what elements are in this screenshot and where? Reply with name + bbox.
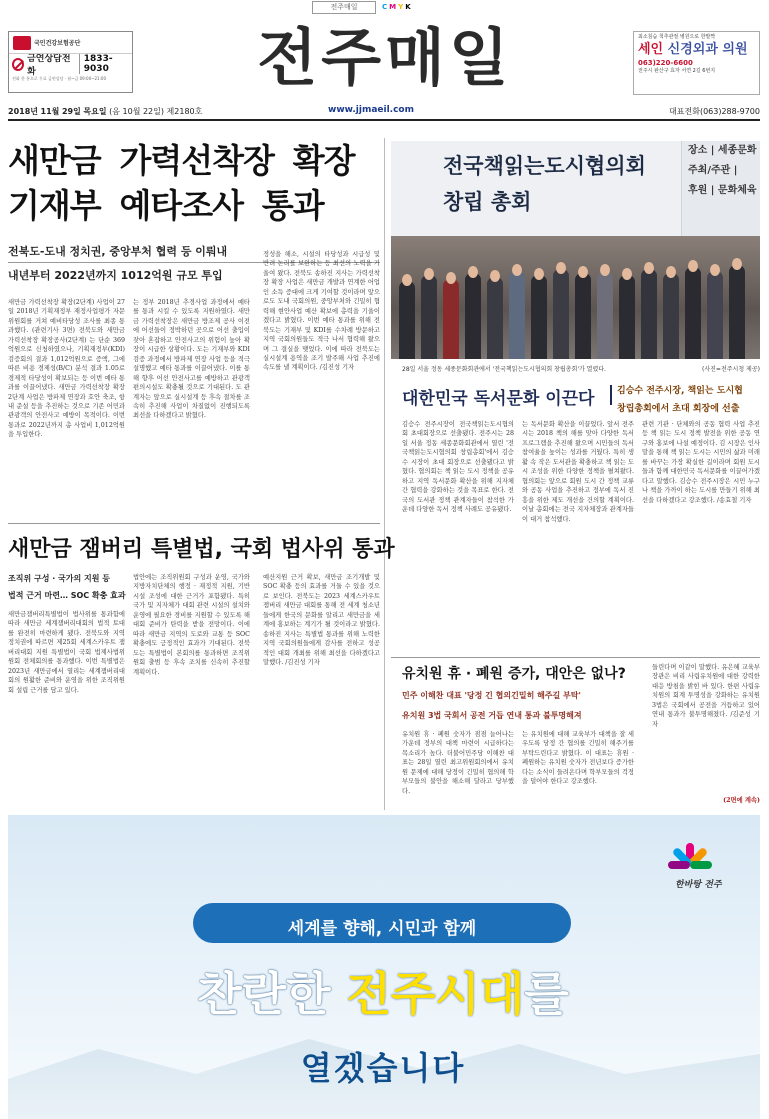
banner-side-2: 주최/주관 | <box>688 165 738 176</box>
insurance-logo-icon <box>13 36 31 50</box>
ad-left-phone: 1833-9030 <box>79 54 132 74</box>
column-divider <box>384 138 385 810</box>
ad-left-header <box>9 32 132 54</box>
story4-subhead-1: 민주 이해찬 대표 '당정 긴 협의긴밀히 해주길 부탁' <box>402 691 581 700</box>
story3-subhead-2: 법적 근거 마련… SOC 확충 효과 <box>8 591 126 600</box>
story4-headline[interactable]: 유치원 휴 · 폐원 증가, 대안은 없나? <box>402 666 626 682</box>
story4-body-col-1: 유치원 휴 · 폐원 숫자가 점점 늘어나는 가운데 정부의 대책 마련이 시급하다는 목소리가 높다. 더불어민주당 이해찬 대표는 28일 열린 최고위원회의에서 유치원 문제에 대해 당정이 긴밀히 협의해 학부모들의 불안을 해소해 달라고 당부했다. <box>402 731 514 795</box>
person-figure <box>399 281 415 359</box>
ad-tagline: 세계를 향해, 시민과 함께 <box>287 919 477 939</box>
ad-left-service: 금연상담전화 <box>27 54 71 77</box>
date-month: 11월 <box>40 107 60 116</box>
person-head <box>732 258 742 270</box>
story3-body-col-2: 법안에는 조직위원회 구성과 운영, 국가와 지방자치단체의 행정 · 재정적 지원, 기반시설 조성에 대한 근거가 포함됐다. 특히 국가 및 지자체가 대회 관련 시설의 설치와 운영에 필요한 경비를 지원할 수 있도록 해 대회 준비가 탄력을 받을 전망이다. 이에 따라 새만금 지역의 도로와 교통 등 SOC 확충에도 긍정적인 효과가 기대된다. 전북도는 특별법이 본회의를 통과하면 조직위원회 출범 등 후속 조치를 신속히 추진할 계획이다. <box>133 574 250 676</box>
ad-right-name-b: 신경외과 의원 <box>667 42 748 57</box>
story3-body-col-3: 예산지원 근거 확보, 새만금 조기개발 및 SOC 확충 등의 효과를 거둘 수 있을 것으로 보인다. 전북도는 2023 세계스카우트잼버리 새만금 대회를 통해 전 세계 청소년들에게 한국의 문화를 알리고 새만금을 세계에 홍보하는 계기가 될 것이라고 밝혔다. 송하진 지사는 특별법 통과를 위해 노력한 지역 국회의원들에게 감사를 전하고 성공적인 대회 개최를 위해 최선을 다하겠다고 말했다. /김진성 기자 <box>263 574 380 667</box>
lead-body-col-3: 정성을 해소, 시설의 타당성과 시급성 및 반려 논리를 보완하는 등 최선의 노력을 기울여 왔다. 전북도 송하진 지사는 가력선착장 확장 사업은 새만금 개발과 연계한 어업인 소득 증대에 크게 기여할 것이라며 앞으로도 도내 국회의원, 중앙부처와 긴밀히 협력해 현안사업 예산 확보에 총력을 기울이겠다고 밝혔다. 이번 예타 통과를 위해 전북도는 기재부 및 KDI를 수차례 방문하고 지역 국회의원들도 적극 나서 협력해 왔으며 그 결실을 맺었다. 이에 따라 전북도는 실시설계 용역을 조기 발주해 사업 추진에 속도를 낼 계획이다. /김진성 기자 <box>263 251 380 372</box>
story4-subhead-2: 유치원 3법 국회서 공전 거듭 연내 통과 불투명해져 <box>402 711 582 720</box>
banner-side <box>681 141 760 236</box>
ad-right-top: 최소침습 척추관절 병원으로 한발짝 <box>638 34 716 40</box>
lead-subhead-1: 전북도-도내 정치권, 중앙부처 협력 등 이뤄내 <box>8 245 228 258</box>
story2-subhead-1: 김승수 전주시장, 책읽는 도시협 <box>617 386 743 396</box>
contact-phone: 대표전화(063)288-9700 <box>669 107 760 116</box>
person-figure <box>553 269 569 359</box>
person-head <box>622 268 632 280</box>
story4-body-col-2: 는 유치원에 대해 교육부가 대책을 잘 세우도록 당정 간 협의를 긴밀히 해주기를 부탁드린다고 밝혔다. 이 대표는 휴원 · 폐원하는 유치원 숫자가 전년보다 증가한다는 소식이 들려온다며 학부모들의 걱정을 덜어야 한다고 강조했다. <box>522 731 634 786</box>
dateline <box>8 104 760 117</box>
site-url-link[interactable]: www.jjmaeil.com <box>328 105 414 115</box>
banner-line-2: 창립 총회 <box>443 190 532 214</box>
lead-headline-line2: 기재부 예타조사 통과 <box>8 186 324 225</box>
ad-right-name <box>638 41 755 58</box>
person-figure <box>509 271 525 359</box>
person-figure <box>597 271 613 359</box>
person-figure <box>729 265 745 359</box>
ad-slogan-c: 를 <box>524 967 569 1021</box>
person-head <box>710 264 720 276</box>
person-figure <box>531 275 547 359</box>
person-head <box>512 264 522 276</box>
person-figure <box>641 269 657 359</box>
person-head <box>446 272 456 284</box>
person-head <box>402 274 412 286</box>
story3-subhead-1: 조직위 구성 · 국가의 지원 등 <box>8 574 110 583</box>
banner-line-1: 전국책읽는도시협의회 <box>443 154 646 178</box>
person-figure <box>421 275 437 359</box>
ad-quit-smoking[interactable] <box>8 31 133 93</box>
ad-slogan-b: 전주시대 <box>346 967 525 1021</box>
masthead-rule <box>8 119 760 121</box>
person-head <box>600 264 610 276</box>
ad-closing: 열겠습니다 <box>300 1049 466 1087</box>
photo-crowd <box>391 236 760 359</box>
date-lunar: (음 10월 22일) <box>109 107 164 116</box>
person-figure <box>619 275 635 359</box>
ad-clinic[interactable] <box>633 31 760 95</box>
ad-left-main <box>9 54 132 77</box>
date-day: 29일 <box>61 107 81 116</box>
person-head <box>644 262 654 274</box>
news-photo[interactable] <box>391 141 760 359</box>
story3-rule <box>8 523 380 524</box>
ad-right-phone: 063)220-6600 <box>638 59 693 67</box>
person-head <box>424 268 434 280</box>
photo-banner <box>391 141 760 236</box>
cmyk-mark <box>382 3 413 11</box>
photo-caption <box>402 364 760 373</box>
ad-right-name-a: 세인 <box>638 42 664 57</box>
date-year: 2018년 <box>8 107 38 116</box>
continue-link[interactable]: (2면에 계속) <box>723 797 760 804</box>
date-weekday: 목요일 <box>83 107 107 116</box>
person-head <box>666 266 676 278</box>
story3-body-col-1: 새만금잼버리특별법이 법사위를 통과함에 따라 새만금 세계잼버리대회의 법적 토대를 완전히 마련하게 됐다. 전북도와 지역 정치권에 따르면 제25회 세계스카우트 잼버리대회 지원 특별법이 국회 법제사법위원회 전체회의를 통과했다. 이번 특별법은 2023년 새만금에서 열리는 세계잼버리대회의 원활한 준비와 운영을 위한 조직위원회 설립 근거를 담고 있다. <box>8 611 125 694</box>
banner-side-3: 후원 | 문화체육 <box>688 185 757 196</box>
lead-subhead-2: 내년부터 2022년까지 1012억원 규모 투입 <box>8 269 223 282</box>
story2-subhead-2: 창립총회에서 초대 회장에 선출 <box>617 404 740 414</box>
ad-left-fine: 전화 한 통으로 무료 금연상담 · 월~금 09:00~21:00 <box>12 76 107 81</box>
story4-rule <box>391 657 760 658</box>
ad-corner-slogan: 한바탕 전주 <box>675 880 722 890</box>
person-head <box>578 266 588 278</box>
person-head <box>556 262 566 274</box>
banner-side-1: 장소 | 세종문화 <box>688 145 757 156</box>
issue-number: 제2180호 <box>166 107 203 116</box>
cmyk-y: Y <box>398 3 404 11</box>
person-figure <box>663 273 679 359</box>
story2-body-col-2: 는 독서문화 확산을 이끌었다. 앞서 전주시는 2018 책의 해를 맞아 다양한 독서 프로그램을 추진해 왔으며 시민들의 독서 참여율을 높이는 성과를 거뒀다. 특히 생활 속 작은 도서관을 확충하고 책 읽는 도시 조성을 위한 다양한 정책을 펼쳐왔다. 협의회는 앞으로 회원 도시 간 정책 교류와 공동 사업을 추진하고 정부에 독서 진흥을 위한 제도 개선을 건의할 계획이다. 이날 총회에는 전국 지자체장과 관계자들이 대거 참석했다. <box>522 421 634 523</box>
ad-slogan-a: 찬란한 <box>197 967 331 1021</box>
person-figure <box>443 279 459 359</box>
caption-text: 28일 서울 정동 세종문화회관에서 '전국책읽는도시협의회 창립총회'가 열렸다. <box>402 366 606 373</box>
ad-right-addr: 전주시 완산구 효자 서연 2길 6번지 <box>638 68 716 74</box>
issue-date <box>8 106 202 117</box>
print-stamp: 전주매일 <box>312 1 376 14</box>
person-figure <box>465 273 481 359</box>
person-head <box>468 266 478 278</box>
person-head <box>490 270 500 282</box>
cmyk-k: K <box>405 3 411 11</box>
person-head <box>688 260 698 272</box>
masthead-logo: 전주매일 <box>257 21 513 94</box>
cmyk-c: C <box>382 3 388 11</box>
ad-jeonju-era[interactable] <box>8 815 760 1119</box>
person-head <box>534 268 544 280</box>
story2-headline[interactable]: 대한민국 독서문화 이끈다 <box>402 389 595 409</box>
person-figure <box>487 277 503 359</box>
story3-headline[interactable]: 새만금 잼버리 특별법, 국회 법사위 통과 <box>8 537 395 562</box>
lead-headline[interactable] <box>8 138 380 228</box>
ad-main-slogan <box>158 963 608 1025</box>
cmyk-m: M <box>389 3 397 11</box>
person-figure <box>575 273 591 359</box>
lead-headline-line1: 새만금 가력선착장 확장 <box>8 141 355 180</box>
lead-body-col-1: 새만금 가력선착장 확장(2단계) 사업이 27일 2018년 기획재정부 재정사업평가 자문위원회를 거쳐 예비타당성 조사를 최종 통과했다. (관련기사 3면) 전북도와 새만금 가력선착장 확장공사(2단계) 는 단순 369억원으로 신청하였으나, 기획재정부(KDI) 검증회의 결과 1,012억원으로 증액, 그에 따른 비용 경제성(B/C) 분석 결과 1.05로 경제적 타당성이 확보되는 등 이번 예타 통과를 이끌어냈다. 새만금 가력선착장 확장 2단계 사업은 방파제 연장과 호안 축조, 항내 준설 등을 추진하는 것으로 기존 어민과 관광객의 안전사고 예방이 목적이다. 이번 통과로 2022년까지 총 사업비 1,012억원을 투입한다. <box>8 299 125 439</box>
story2-body-col-1: 김승수 전주시장이 전국책읽는도시협의회 초대회장으로 선출됐다. 전주시는 28일 서울 정동 세종문화회관에서 열린 '전국책읽는도시협의회 창립총회'에서 김승수 시장이 초대 회장으로 선출됐다고 밝혔다. 협의회는 책 읽는 도시 정책을 공유하고 지역 독서문화 확산을 위해 지자체 간 협력을 강화하는 것을 목표로 한다. 전국의 도서관 정책 관계자들이 참석한 가운데 다양한 독서 정책 사례도 공유됐다. <box>402 421 514 514</box>
story2-body-col-3: 관련 기관 · 단체와의 공동 협력 사업 추진 등 책 읽는 도시 정책 발전을 위한 공동 연구와 홍보에 나설 예정이다. 김 시장은 인사말을 통해 책 읽는 도시는 시민의 삶과 미래를 바꾸는 가장 확실한 길이라며 회원 도시들과 함께 대한민국 독서문화를 이끌어가겠다고 말했다. 김승수 전주시장은 시민 누구나 책을 가까이 하는 도시를 만들기 위해 최선을 다하겠다고 강조했다. /송효철 기자 <box>642 421 760 504</box>
person-figure <box>685 267 701 359</box>
person-figure <box>707 271 723 359</box>
ad-left-org: 국민건강보험공단 <box>34 40 81 47</box>
lead-body-col-2: 는 정부 2018년 추경사업 과정에서 예타를 통과 시킬 수 있도록 지원하였다. 새만금 가력선착장은 새만금 방조제 공사 이전에 어선들이 정박하던 곳으로 어선 출입이 잦아 혼잡하고 안전사고의 위험이 높아 확장이 시급한 상황이다. 도는 기재부와 KDI 검증 과정에서 방파제 연장 사업 등을 적극 설명했고 예타 통과를 이끌어냈다. 이를 통해 향후 어선 안전사고를 예방하고 관광객 편의시설도 확충될 것으로 기대된다. 도 관계자는 앞으로 실시설계 등 후속 절차를 조속히 추진해 사업이 차질없이 진행되도록 최선을 다하겠다고 밝혔다. <box>133 299 250 420</box>
no-smoking-icon <box>12 58 24 71</box>
story4-body-col-3: 들린다며 이같이 말했다. 유은혜 교육부장관은 비리 사립유치원에 대한 강력한 대응 방침을 밝힌 바 있다. 한편 사립유치원의 회계 투명성을 강화하는 유치원 3법은 국회에서 공전을 거듭하고 있어 연내 통과가 불투명해졌다. /김준성 기자 <box>652 664 760 728</box>
caption-source: (사진=전주시청 제공) <box>702 366 760 373</box>
story2-divider <box>610 385 612 405</box>
